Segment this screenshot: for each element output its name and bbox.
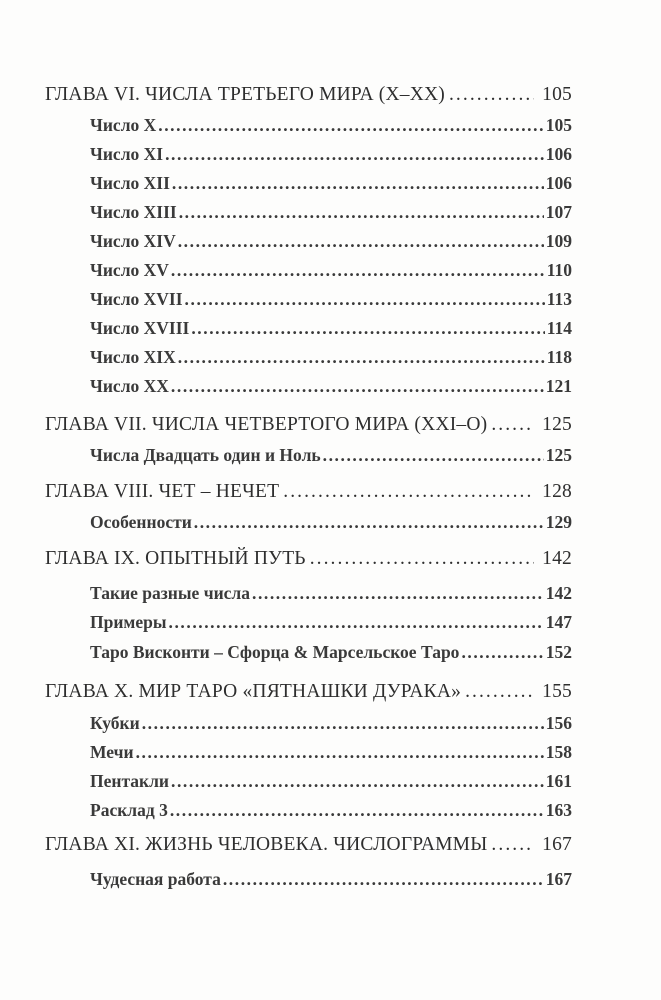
toc-chapter xyxy=(45,480,572,504)
toc-chapter xyxy=(45,680,572,704)
dot-leader xyxy=(171,258,545,282)
toc-entry xyxy=(90,610,572,634)
toc-page-number: 121 xyxy=(545,376,572,396)
toc-title: Число XIII xyxy=(90,202,177,222)
toc-title: Расклад 3 xyxy=(90,800,168,820)
toc-entry xyxy=(90,798,572,822)
dot-leader xyxy=(252,581,544,605)
toc-page-number: 161 xyxy=(545,771,572,791)
toc-page-number: 118 xyxy=(546,347,572,367)
toc-page-number: 106 xyxy=(545,144,572,164)
dot-leader xyxy=(323,443,544,467)
toc-title: Число XII xyxy=(90,173,170,193)
toc-entry xyxy=(90,316,572,340)
toc-title: Число XIV xyxy=(90,231,176,251)
toc-page-number: 106 xyxy=(545,173,572,193)
toc-page-number: 107 xyxy=(545,202,572,222)
toc-entry xyxy=(90,740,572,764)
dot-leader xyxy=(172,171,544,195)
dot-leader xyxy=(491,413,534,437)
toc-page-number: 128 xyxy=(542,481,572,502)
toc-entry xyxy=(90,581,572,605)
dot-leader xyxy=(491,833,534,857)
dot-leader xyxy=(283,480,534,504)
dot-leader xyxy=(165,142,544,166)
toc-title: Чудесная работа xyxy=(90,869,221,889)
toc-title: Число XI xyxy=(90,144,164,164)
dot-leader xyxy=(194,510,544,534)
toc-page-number: 163 xyxy=(545,800,572,820)
toc-page-number: 109 xyxy=(545,231,572,251)
toc-title: Числа Двадцать один и Ноль xyxy=(90,445,321,465)
toc-title: ГЛАВА X. МИР ТАРО «ПЯТНАШКИ ДУРАКА» xyxy=(45,681,462,702)
toc-title: Такие разные числа xyxy=(90,583,250,603)
dot-leader xyxy=(178,229,544,253)
toc-page-number: 142 xyxy=(542,548,572,569)
toc-page-number: 158 xyxy=(545,742,572,762)
toc-entry xyxy=(90,258,572,282)
toc-title: Число X xyxy=(90,115,157,135)
toc-title: Таро Висконти – Сфорца & Марсельское Таро xyxy=(90,642,460,662)
toc-entry xyxy=(90,640,572,664)
dot-leader xyxy=(310,547,534,571)
toc-title: Число XVII xyxy=(90,289,183,309)
toc-chapter xyxy=(45,833,572,857)
toc-entry xyxy=(90,200,572,224)
toc-page-number: 152 xyxy=(545,642,572,662)
dot-leader xyxy=(171,769,544,793)
toc-title: Число XX xyxy=(90,376,169,396)
dot-leader xyxy=(170,798,544,822)
dot-leader xyxy=(185,287,545,311)
toc-page-number: 129 xyxy=(545,512,572,532)
dot-leader xyxy=(449,83,534,107)
dot-leader xyxy=(223,867,544,891)
toc-title: Число XVIII xyxy=(90,318,190,338)
toc-page-number: 167 xyxy=(545,869,572,889)
toc-entry xyxy=(90,113,572,137)
dot-leader xyxy=(179,200,544,224)
toc-page-number: 105 xyxy=(542,84,572,105)
toc-entry xyxy=(90,142,572,166)
toc-page-number: 147 xyxy=(545,612,572,632)
toc-title: ГЛАВА VIII. ЧЕТ – НЕЧЕТ xyxy=(45,481,280,502)
toc-title: Пентакли xyxy=(90,771,170,791)
toc-title: Число XV xyxy=(90,260,169,280)
toc-entry xyxy=(90,711,572,735)
toc-entry xyxy=(90,374,572,398)
toc-page-number: 114 xyxy=(546,318,572,338)
dot-leader xyxy=(178,345,545,369)
toc-page-number: 110 xyxy=(546,260,572,280)
toc-page-number: 155 xyxy=(542,681,572,702)
toc-entry xyxy=(90,769,572,793)
toc-chapter xyxy=(45,83,572,107)
dot-leader xyxy=(169,610,544,634)
dot-leader xyxy=(142,711,544,735)
toc-entry xyxy=(90,867,572,891)
toc-entry xyxy=(90,171,572,195)
dot-leader xyxy=(465,680,534,704)
toc-title: ГЛАВА VII. ЧИСЛА ЧЕТВЕРТОГО МИРА (XXI–O) xyxy=(45,414,488,435)
toc-title: ГЛАВА IX. ОПЫТНЫЙ ПУТЬ xyxy=(45,548,306,569)
toc-title: Число XIX xyxy=(90,347,176,367)
toc-page-number: 105 xyxy=(545,115,572,135)
dot-leader xyxy=(461,640,543,664)
toc-chapter xyxy=(45,547,572,571)
toc-title: Особенности xyxy=(90,512,192,532)
toc-chapter xyxy=(45,413,572,437)
dot-leader xyxy=(158,113,543,137)
dot-leader xyxy=(136,740,544,764)
toc-page-number: 113 xyxy=(546,289,572,309)
toc-entry xyxy=(90,287,572,311)
toc-page-number: 125 xyxy=(542,414,572,435)
toc-page-number: 142 xyxy=(545,583,572,603)
toc-title: ГЛАВА XI. ЖИЗНЬ ЧЕЛОВЕКА. ЧИСЛОГРАММЫ xyxy=(45,834,488,855)
toc-title: Примеры xyxy=(90,612,167,632)
toc-entry xyxy=(90,345,572,369)
toc-title: ГЛАВА VI. ЧИСЛА ТРЕТЬЕГО МИРА (X–XX) xyxy=(45,84,445,105)
toc-entry xyxy=(90,229,572,253)
dot-leader xyxy=(171,374,544,398)
toc-page-number: 156 xyxy=(545,713,572,733)
toc-entry xyxy=(90,443,572,467)
dot-leader xyxy=(191,316,544,340)
toc-title: Мечи xyxy=(90,742,134,762)
toc-entry xyxy=(90,510,572,534)
toc-page-number: 167 xyxy=(542,834,572,855)
toc-page-number: 125 xyxy=(545,445,572,465)
toc-title: Кубки xyxy=(90,713,140,733)
